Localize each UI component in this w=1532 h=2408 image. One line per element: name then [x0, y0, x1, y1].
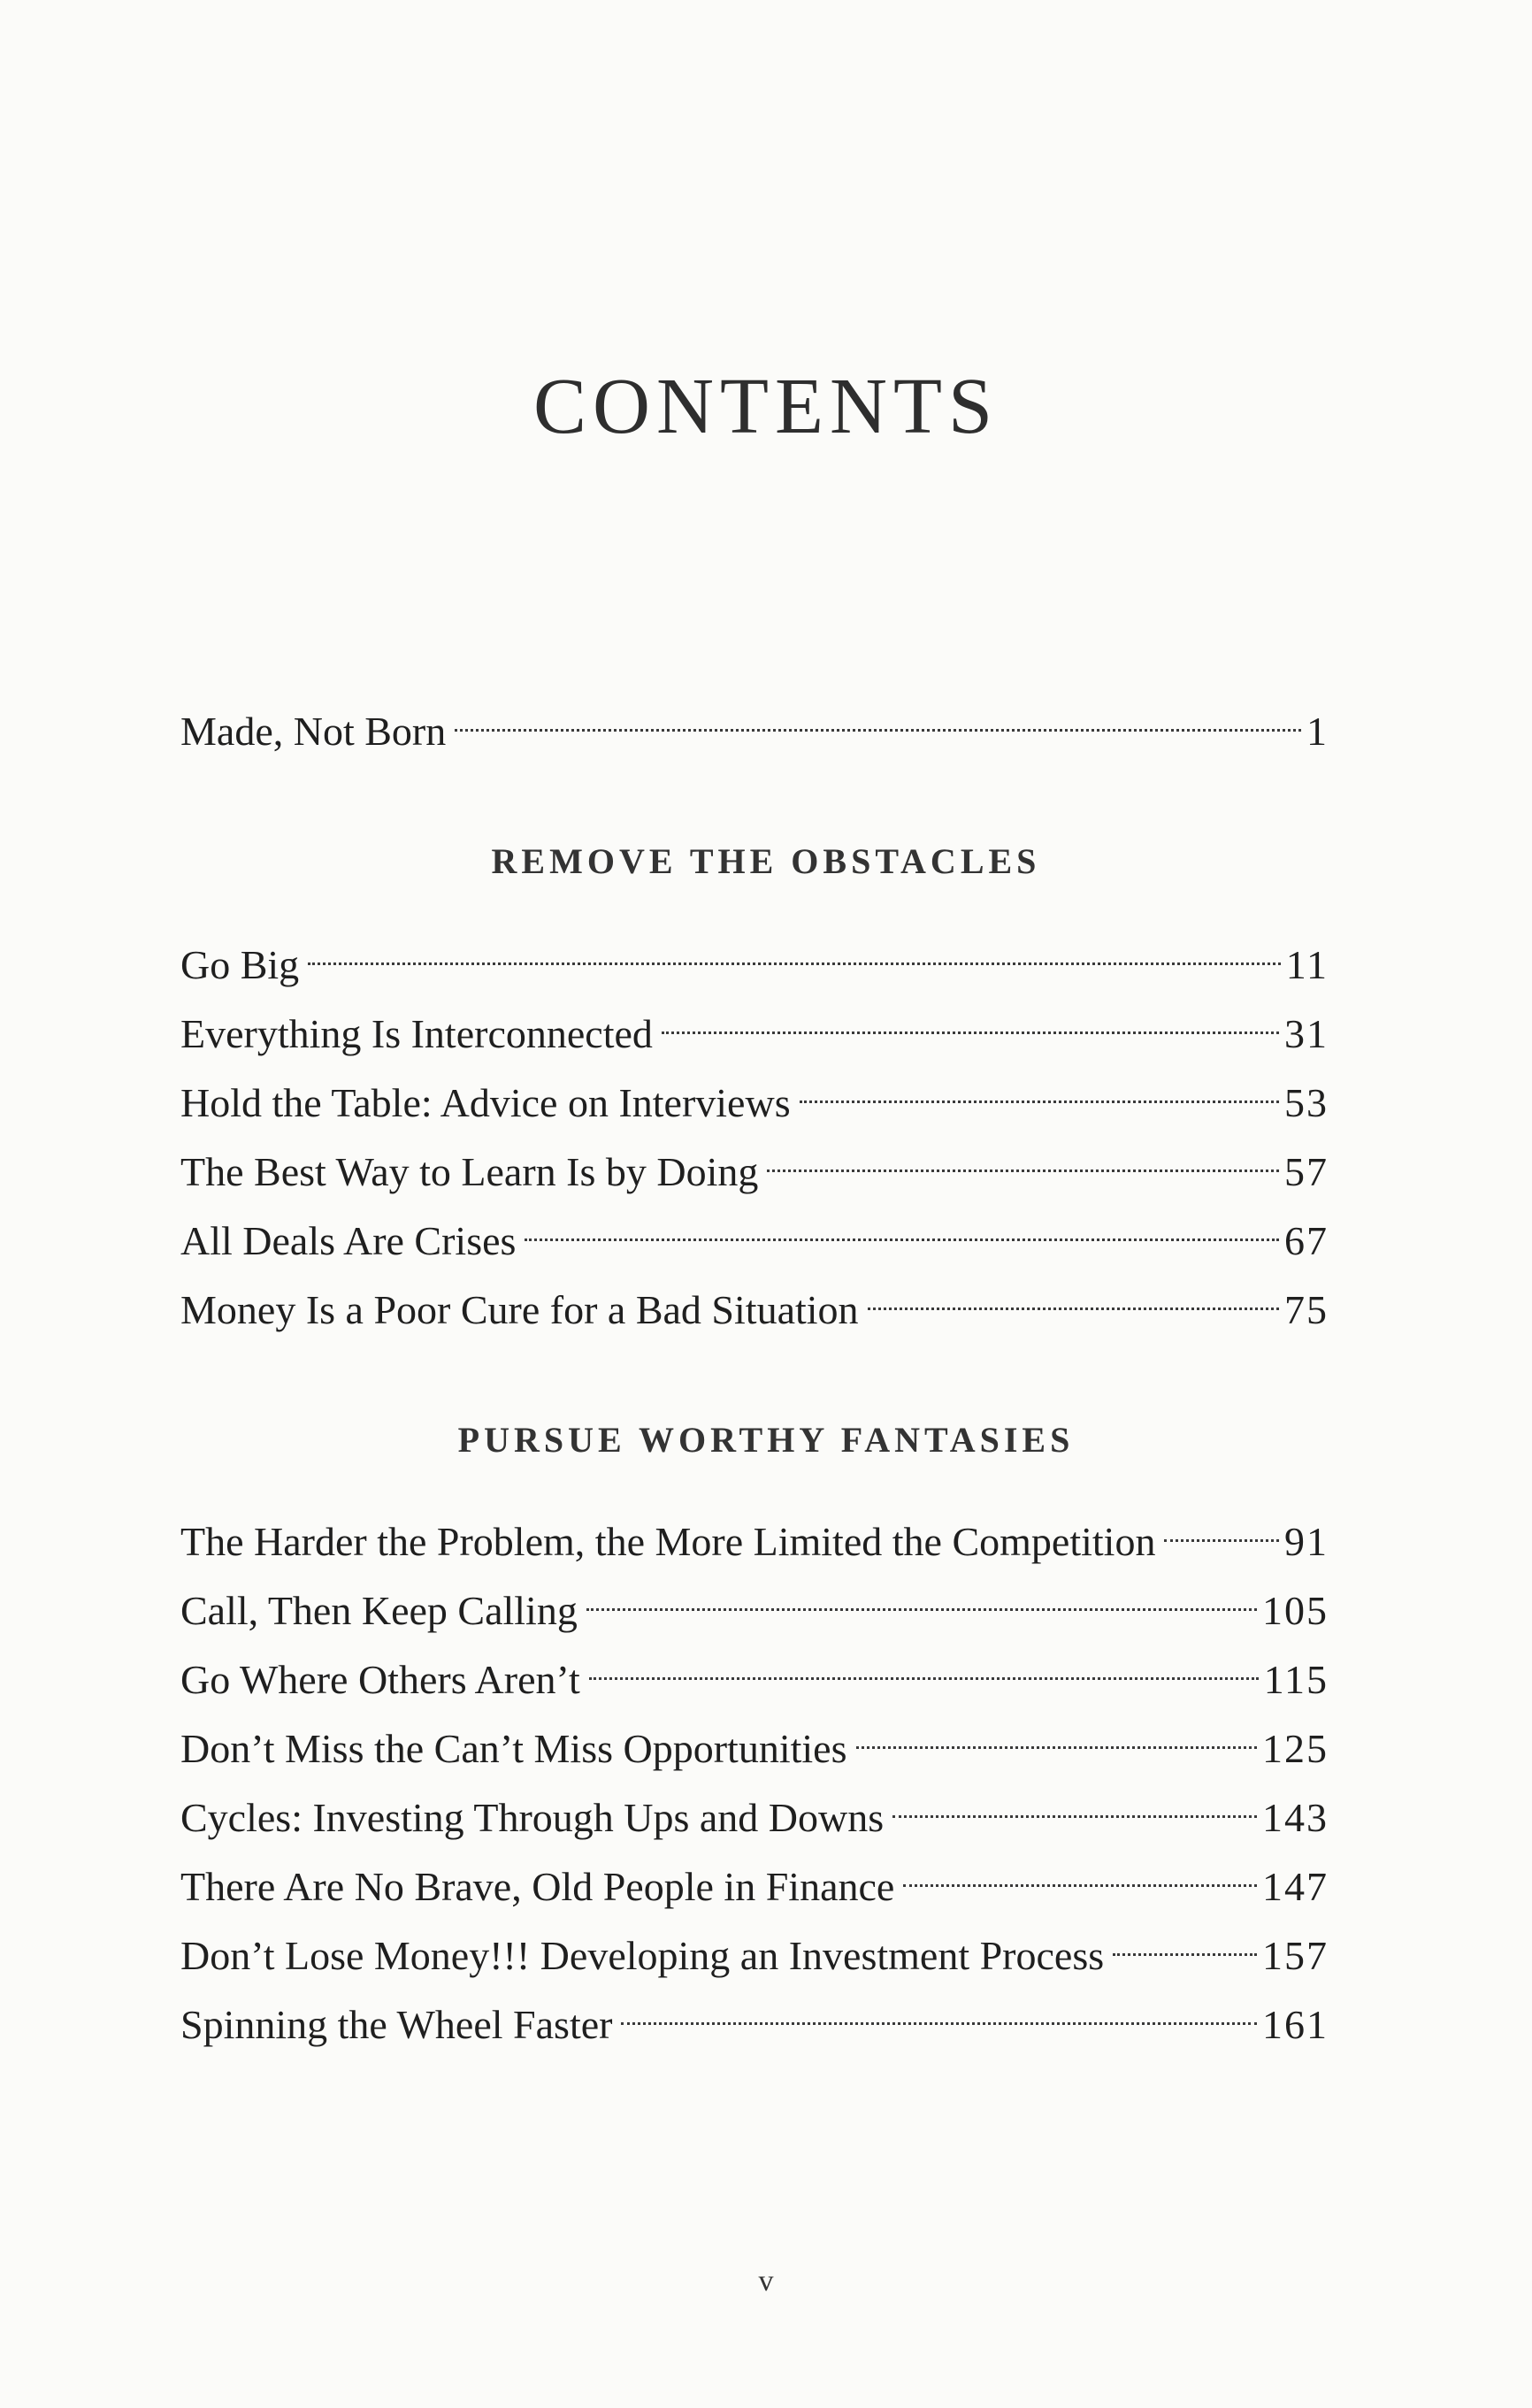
- toc-entry-label: Made, Not Born: [180, 709, 447, 754]
- toc-entry[interactable]: [180, 1916, 1329, 1978]
- toc-entry-label: All Deals Are Crises: [180, 1218, 517, 1263]
- toc-entry-page: 161: [1262, 2002, 1329, 2047]
- toc-entry-label: There Are No Brave, Old People in Finance: [180, 1864, 895, 1909]
- dot-leader: [1164, 1502, 1279, 1555]
- toc-entry-label: Money Is a Poor Cure for a Bad Situation: [180, 1287, 859, 1332]
- section-heading-pursue-worthy-fantasies: PURSUE WORTHY FANTASIES: [457, 1420, 1075, 1460]
- toc-entry-page: 75: [1284, 1287, 1329, 1332]
- toc-entry-page: 157: [1262, 1933, 1329, 1978]
- dot-leader: [903, 1847, 1257, 1900]
- toc-entry-page: 125: [1262, 1726, 1329, 1771]
- section-heading-remove-the-obstacles: REMOVE THE OBSTACLES: [491, 841, 1041, 881]
- toc-entry-page: 11: [1285, 942, 1329, 987]
- dot-leader: [308, 925, 1281, 978]
- dot-leader: [767, 1132, 1279, 1185]
- dot-leader: [1113, 1916, 1257, 1969]
- dot-leader: [892, 1778, 1257, 1831]
- toc-entry[interactable]: [180, 1132, 1329, 1194]
- toc-entry[interactable]: [180, 1502, 1329, 1564]
- toc-entry-label: Everything Is Interconnected: [180, 1011, 653, 1056]
- toc-entry[interactable]: [180, 1201, 1329, 1263]
- dot-leader: [586, 1571, 1257, 1624]
- toc-entry-label: Cycles: Investing Through Ups and Downs: [180, 1795, 885, 1840]
- toc-entry-label: Go Big: [180, 942, 300, 987]
- dot-leader: [455, 692, 1301, 745]
- toc-entry[interactable]: [180, 994, 1329, 1056]
- page-title: CONTENTS: [533, 363, 999, 450]
- toc-entry-page: 67: [1284, 1218, 1329, 1263]
- toc-entry[interactable]: [180, 925, 1329, 987]
- page-number: v: [758, 2265, 774, 2297]
- toc-entry-label: Don’t Miss the Can’t Miss Opportunities: [180, 1726, 847, 1771]
- dot-leader: [589, 1640, 1259, 1693]
- toc-entry-page: 1: [1306, 709, 1329, 754]
- toc-entry[interactable]: [180, 1778, 1329, 1840]
- toc-entry-page: 105: [1262, 1588, 1329, 1633]
- toc-entry-page: 31: [1284, 1011, 1329, 1056]
- dot-leader: [868, 1270, 1279, 1323]
- toc-entry[interactable]: [180, 692, 1329, 754]
- dot-leader: [621, 1985, 1257, 2038]
- toc-entry-label: Don’t Lose Money!!! Developing an Investment Process: [180, 1933, 1105, 1978]
- toc-entry[interactable]: [180, 1270, 1329, 1332]
- toc-entry-label: The Harder the Problem, the More Limited the Competition: [180, 1519, 1156, 1564]
- toc-entry-page: 53: [1284, 1080, 1329, 1125]
- dot-leader: [856, 1709, 1258, 1762]
- toc-entry-page: 147: [1262, 1864, 1329, 1909]
- toc-entry-label: Go Where Others Aren’t: [180, 1657, 580, 1702]
- toc-entry[interactable]: [180, 1847, 1329, 1909]
- dot-leader: [662, 994, 1279, 1047]
- dot-leader: [525, 1201, 1279, 1254]
- toc-entry[interactable]: [180, 1985, 1329, 2047]
- toc-entry-page: 57: [1284, 1149, 1329, 1194]
- toc-entry-label: Hold the Table: Advice on Interviews: [180, 1080, 791, 1125]
- toc-entry-page: 143: [1262, 1795, 1329, 1840]
- dot-leader: [800, 1063, 1279, 1116]
- toc-entry-page: 115: [1263, 1657, 1329, 1702]
- toc-entry-label: Spinning the Wheel Faster: [180, 2002, 613, 2047]
- toc-entry[interactable]: [180, 1640, 1329, 1702]
- toc-entry-page: 91: [1284, 1519, 1329, 1564]
- toc-entry[interactable]: [180, 1571, 1329, 1633]
- toc-entry-label: The Best Way to Learn Is by Doing: [180, 1149, 759, 1194]
- toc-entry-label: Call, Then Keep Calling: [180, 1588, 578, 1633]
- toc-entry[interactable]: [180, 1063, 1329, 1125]
- toc-entry[interactable]: [180, 1709, 1329, 1771]
